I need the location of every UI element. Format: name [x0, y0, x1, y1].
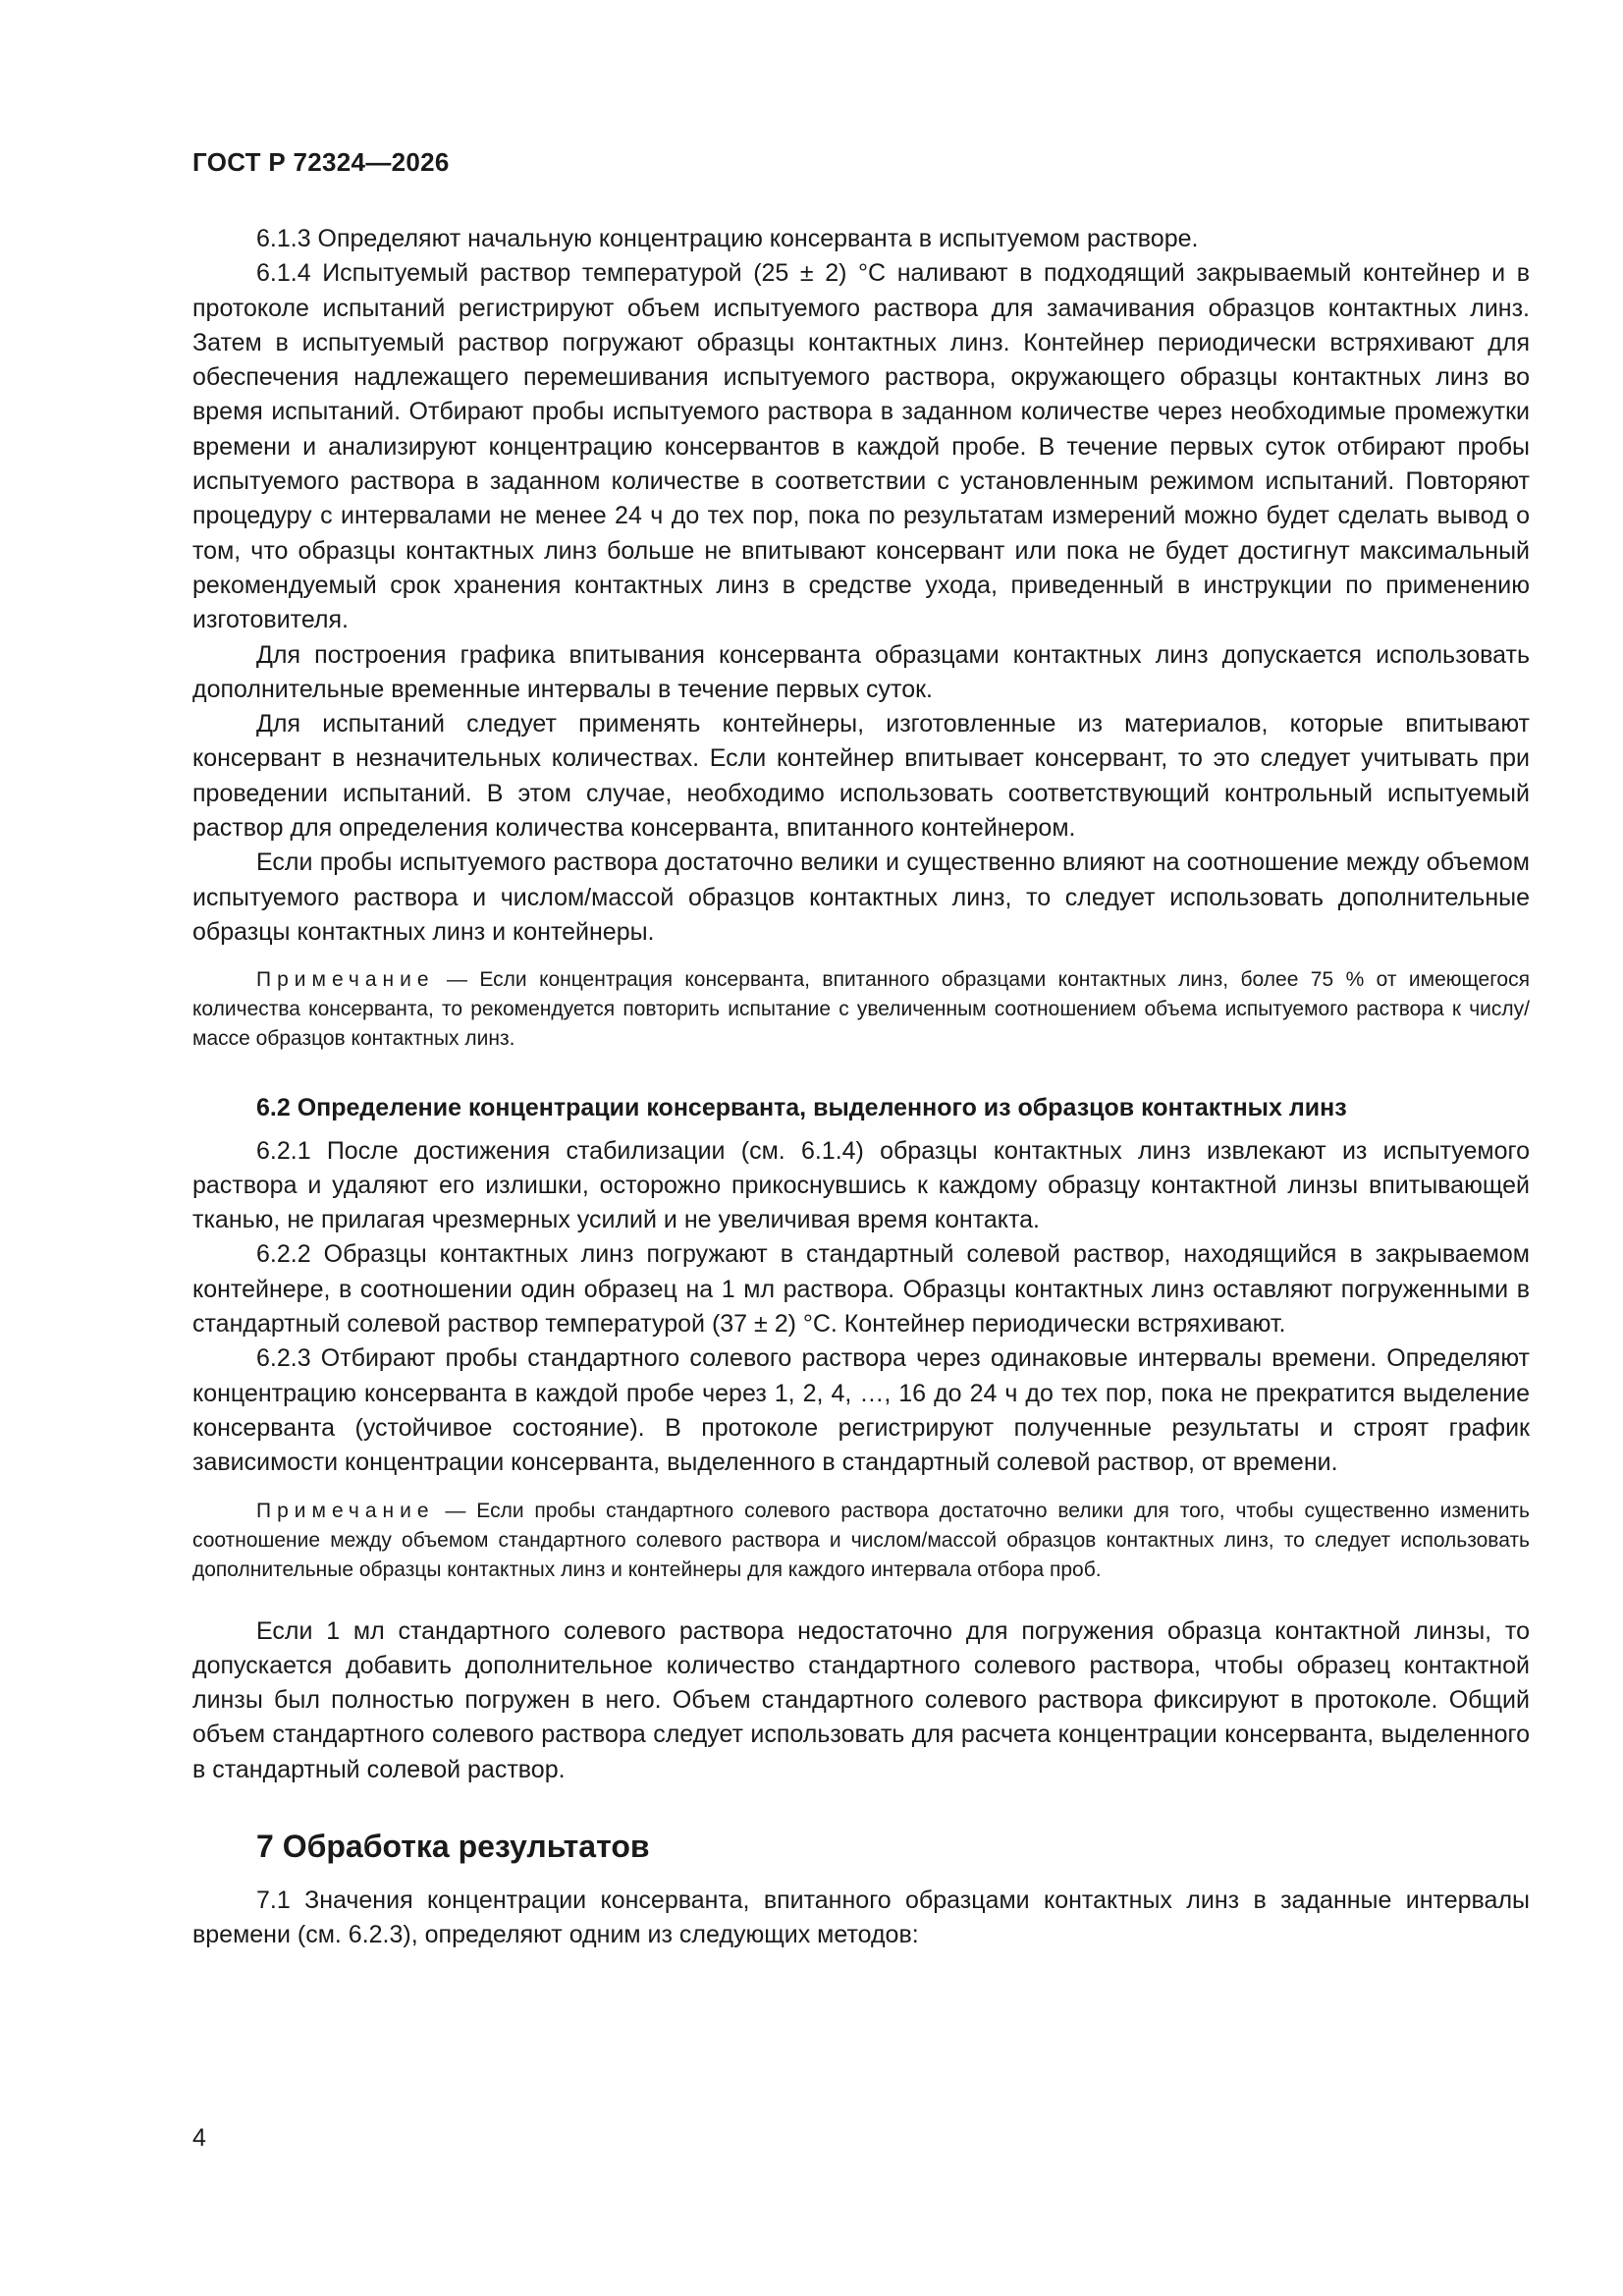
- section-6-2-heading: 6.2 Определение концентрации консерванта, выделенного из образцов контактных линз: [256, 1094, 1347, 1122]
- document-header: ГОСТ Р 72324—2026: [192, 147, 450, 177]
- paragraph-1ml: Если 1 мл стандартного солевого раствора недостаточно для погружения образца контактной линзы, то допускается добавить дополнительное количество стандартного солевого раствора, чтобы образец контактной линзы был полностью погружен в него. Объем стандартного солевого раствора фиксируют в протоколе. Общий объем стандартного солевого раствора следует использовать для расчета концентрации консерванта, выделенного в стандартный солевой раствор.: [192, 1616, 1530, 1783]
- note-2: [192, 1497, 1530, 1585]
- paragraph-6-2-2: 6.2.2 Образцы контактных линз погружают в стандартный солевой раствор, находящийся в закрываемом контейнере, в соотношении один образец на 1 мл раствора. Образцы контактных линз оставляют погруженными в стандартный солевой раствор температурой (37 ± 2) °С. Контейнер периодически встряхивают.: [192, 1240, 1530, 1339]
- note-1-text: — Если концентрация консерванта, впитанного образцами контактных линз, более 75 % от имеющегося количества консерванта, то рекомендуется повторить испытание с увеличенным соотношением объема испытуемого раствора к числу/массе образцов контактных линз.: [192, 968, 1530, 1051]
- paragraph-6-2-1: 6.2.1 После достижения стабилизации (см. 6.1.4) образцы контактных линз извлекают из испытуемого раствора и удаляют его излишки, осторожно прикоснувшись к каждому образцу контактной линзы впитывающей тканью, не прилагая чрезмерных усилий и не увеличивая время контакта.: [192, 1136, 1530, 1234]
- paragraph-containers: Для испытаний следует применять контейнеры, изготовленные из материалов, которые впитывают консервант в незначительных количествах. Если контейнер впитывает консервант, то это следует учитывать при проведении испытаний. В этом случае, необходимо использовать соответствующий контрольный испытуемый раствор для определения количества консерванта, впитанного контейнером.: [192, 710, 1530, 843]
- note-2-text: — Если пробы стандартного солевого раствора достаточно велики для того, чтобы существенно изменить соотношение между объемом стандартного солевого раствора и числом/массой образцов контактных линз, то следует использовать дополнительные образцы контактных линз и контейнеры для каждого интервала отбора проб.: [192, 1499, 1530, 1581]
- paragraph-samples: Если пробы испытуемого раствора достаточно велики и существенно влияют на соотношение между объемом испытуемого раствора и числом/массой образцов контактных линз, то следует использовать дополнительные образцы контактных линз и контейнеры.: [192, 848, 1530, 946]
- note-1-label: Примечание: [256, 968, 435, 992]
- note-1: [192, 965, 1530, 1054]
- document-body: [192, 222, 1530, 1953]
- paragraph-6-2-3: 6.2.3 Отбирают пробы стандартного солевого раствора через одинаковые интервалы времени. Определяют концентрацию консерванта в каждой пробе через 1, 2, 4, …, 16 до 24 ч до тех пор, пока не прекратится выделение консерванта (устойчивое состояние). В протоколе регистрируют полученные результаты и строят график зависимости концентрации консерванта, выделенного в стандартный солевой раствор, от времени.: [192, 1344, 1530, 1477]
- paragraph-graph: Для построения графика впитывания консерванта образцами контактных линз допускается использовать дополнительные временные интервалы в течение первых суток.: [192, 640, 1530, 703]
- paragraph-6-1-4: 6.1.4 Испытуемый раствор температурой (25 ± 2) °С наливают в подходящий закрываемый контейнер и в протоколе испытаний регистрируют объем испытуемого раствора для замачивания образцов контактных линз. Затем в испытуемый раствор погружают образцы контактных линз. Контейнер периодически встряхивают для обеспечения надлежащего перемешивания испытуемого раствора, окружающего образцы контактных линз во время испытаний. Отбирают пробы испытуемого раствора в заданном количестве через необходимые промежутки времени и анализируют концентрацию консервантов в каждой пробе. В течение первых суток отбирают пробы испытуемого раствора в заданном количестве в соответствии с установленным режимом испытаний. Повторяют процедуру с интервалами не менее 24 ч до тех пор, пока по результатам измерений можно будет сделать вывод о том, что образцы контактных линз больше не впитывают консервант или пока не будет достигнут максимальный рекомендуемый срок хранения контактных линз в средстве ухода, приведенный в инструкции по применению изготовителя.: [192, 259, 1530, 634]
- paragraph-6-1-3: 6.1.3 Определяют начальную концентрацию консерванта в испытуемом растворе.: [256, 225, 1199, 252]
- paragraph-7-1: 7.1 Значения концентрации консерванта, впитанного образцами контактных линз в заданные интервалы времени (см. 6.2.3), определяют одним из следующих методов:: [192, 1886, 1530, 1949]
- chapter-7-heading: 7 Обработка результатов: [256, 1828, 650, 1864]
- note-2-label: Примечание: [256, 1499, 435, 1522]
- page-number: 4: [192, 2124, 206, 2152]
